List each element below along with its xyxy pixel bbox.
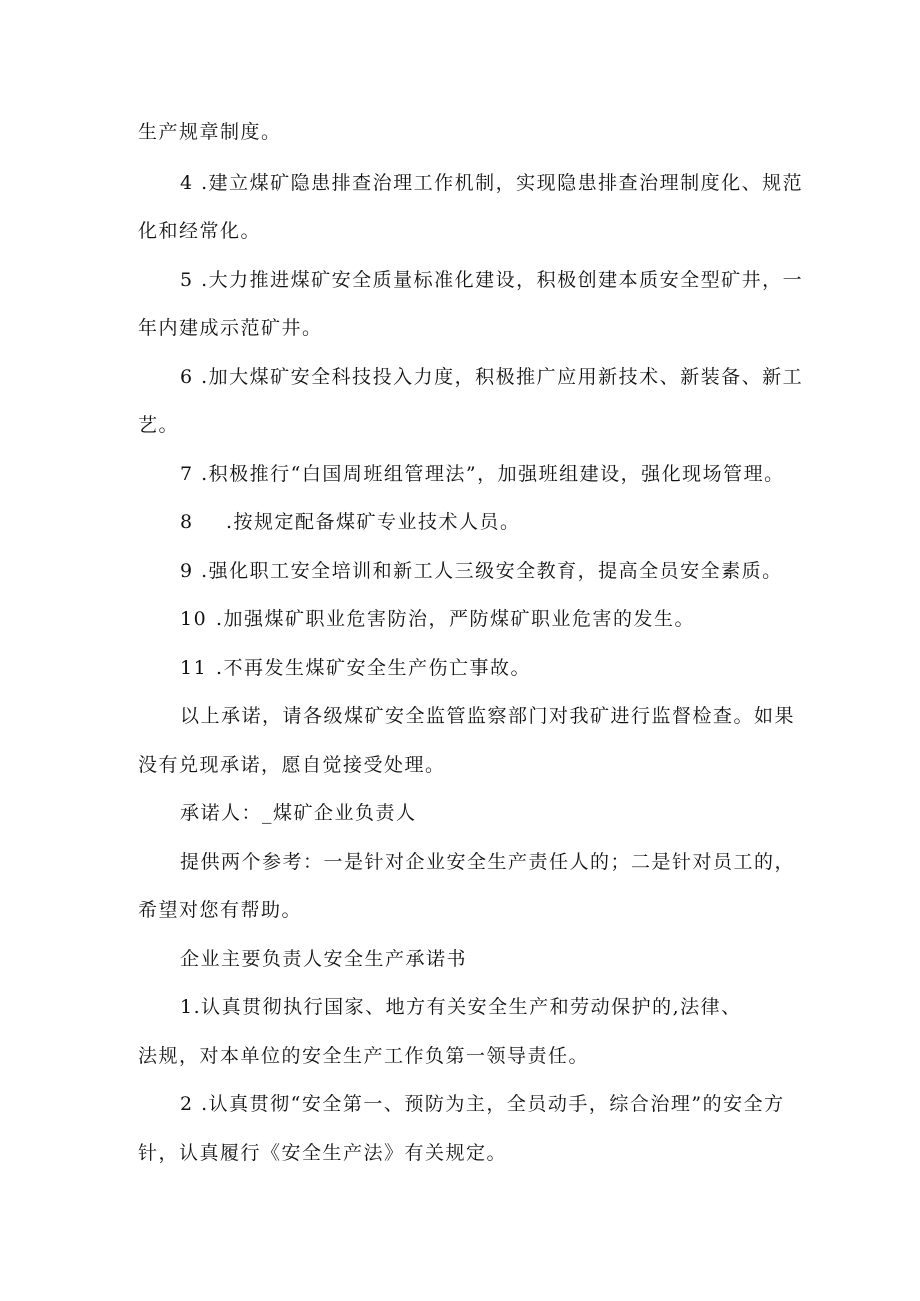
text-line: 化和经常化。	[138, 220, 262, 242]
text-line: 针，认真履行《安全生产法》有关规定。	[138, 1142, 508, 1164]
signature-line: 承诺人：_煤矿企业负责人	[180, 802, 417, 824]
section-title: 企业主要负责人安全生产承诺书	[180, 948, 468, 970]
text-line-item-8	[180, 510, 521, 534]
item-number: 10	[180, 608, 208, 630]
text-line-item-9: 9 .强化职工安全培训和新工人三级安全教育，提高全员安全素质。	[180, 560, 783, 582]
text-line: 法规，对本单位的安全生产工作负第一领导责任。	[138, 1045, 590, 1067]
text-line-item-11	[180, 656, 531, 680]
item-text: .按规定配备煤矿专业技术人员。	[226, 511, 521, 533]
item-text: .加强煤矿职业危害防治，严防煤矿职业危害的发生。	[216, 608, 696, 630]
text-line-item-5: 5 .大力推进煤矿安全质量标准化建设，积极创建本质安全型矿井，一	[180, 269, 804, 291]
text-line-item-2: 2 .认真贯彻“安全第一、预防为主，全员动手，综合治理”的安全方	[180, 1093, 785, 1115]
text-line: 年内建成示范矿井。	[138, 317, 323, 339]
text-line-item-10	[180, 607, 695, 631]
text-line: 艺。	[138, 414, 180, 436]
text-line-item-7: 7 .积极推行“白国周班组管理法”，加强班组建设，强化现场管理。	[180, 463, 785, 485]
text-line-item-4: 4 .建立煤矿隐患排查治理工作机制，实现隐患排查治理制度化、规范	[180, 172, 804, 194]
text-line: 生产规章制度。	[138, 121, 282, 143]
text-line: 希望对您有帮助。	[138, 899, 303, 921]
item-number: 11	[180, 657, 208, 679]
text-line: 提供两个参考：一是针对企业安全生产责任人的；二是针对员工的，	[180, 851, 796, 873]
item-text: .不再发生煤矿安全生产伤亡事故。	[216, 657, 532, 679]
text-line: 没有兑现承诺，愿自觉接受处理。	[138, 754, 446, 776]
text-line-item-1: 1.认真贯彻执行国家、地方有关安全生产和劳动保护的,法律、	[180, 996, 742, 1018]
item-number: 8	[180, 511, 194, 533]
text-line: 以上承诺，请各级煤矿安全监管监察部门对我矿进行监督检查。如果	[180, 705, 796, 727]
text-line-item-6: 6 .加大煤矿安全科技投入力度，积极推广应用新技术、新装备、新工	[180, 366, 804, 388]
